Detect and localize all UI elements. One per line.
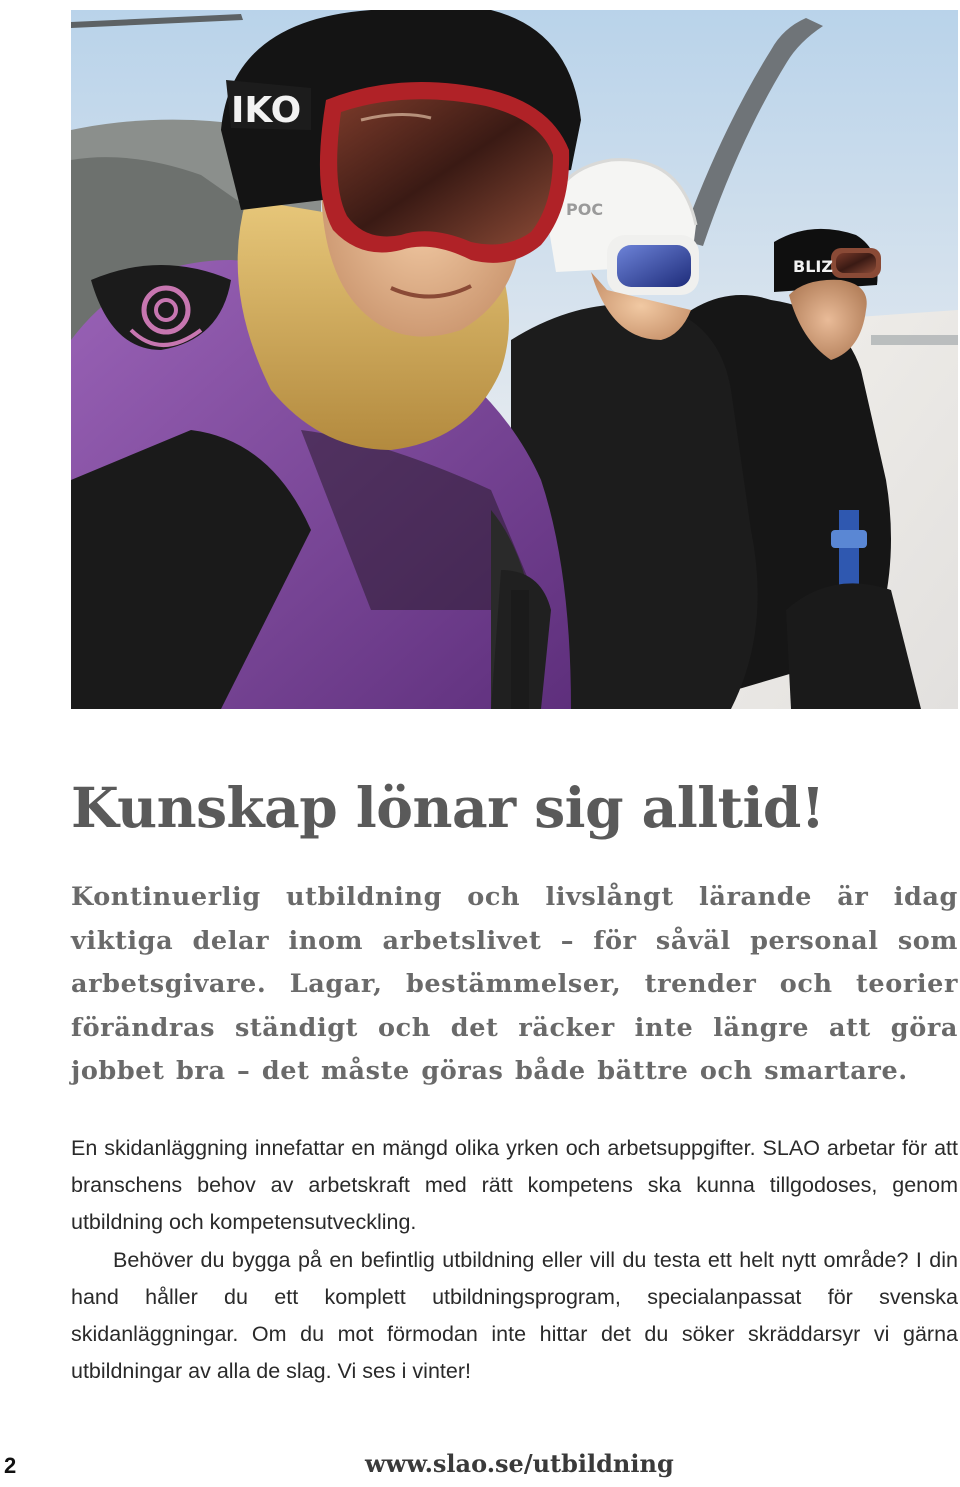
ingress-paragraph: Kontinuerlig utbildning och livslångt lärande är idag viktiga delar inom arbetslivet – för såväl personal som arbetsgivare. Lagar, bestämmelser, trender och teorier förändras ständigt och det räcker inte längre att göra jobbet bra – det måste göras både bättre och smartare. — [71, 882, 958, 1087]
footer-url[interactable]: www.slao.se/utbildning — [365, 1449, 674, 1478]
hero-photo — [71, 10, 958, 709]
body-paragraph-2: Behöver du bygga på en befintlig utbildning eller vill du testa ett helt nytt område? I din hand håller du ett komplett utbildningsprogram, specialanpassat för svenska skidanläggningar. Om du mot förmodan inte hittar det du söker skräddarsyr vi gärna utbildningar av alla de slag. Vi ses i vinter! — [71, 1247, 958, 1384]
page-number: 2 — [4, 1453, 17, 1478]
helmet-brand-left: IKO — [231, 90, 302, 131]
helmet-brand-right: BLIZ — [793, 257, 833, 276]
body-text — [71, 1130, 958, 1390]
body-paragraph-1: En skidanläggning innefattar en mängd olika yrken och arbetsuppgifter. SLAO arbetar för att branschens behov av arbetskraft med rätt kompetens ska kunna tillgodoses, genom utbildning och kompetensutveckling. — [71, 1136, 958, 1235]
helmet-brand-middle: POC — [566, 200, 604, 219]
page-title: Kunskap lönar sig alltid! — [71, 775, 825, 840]
